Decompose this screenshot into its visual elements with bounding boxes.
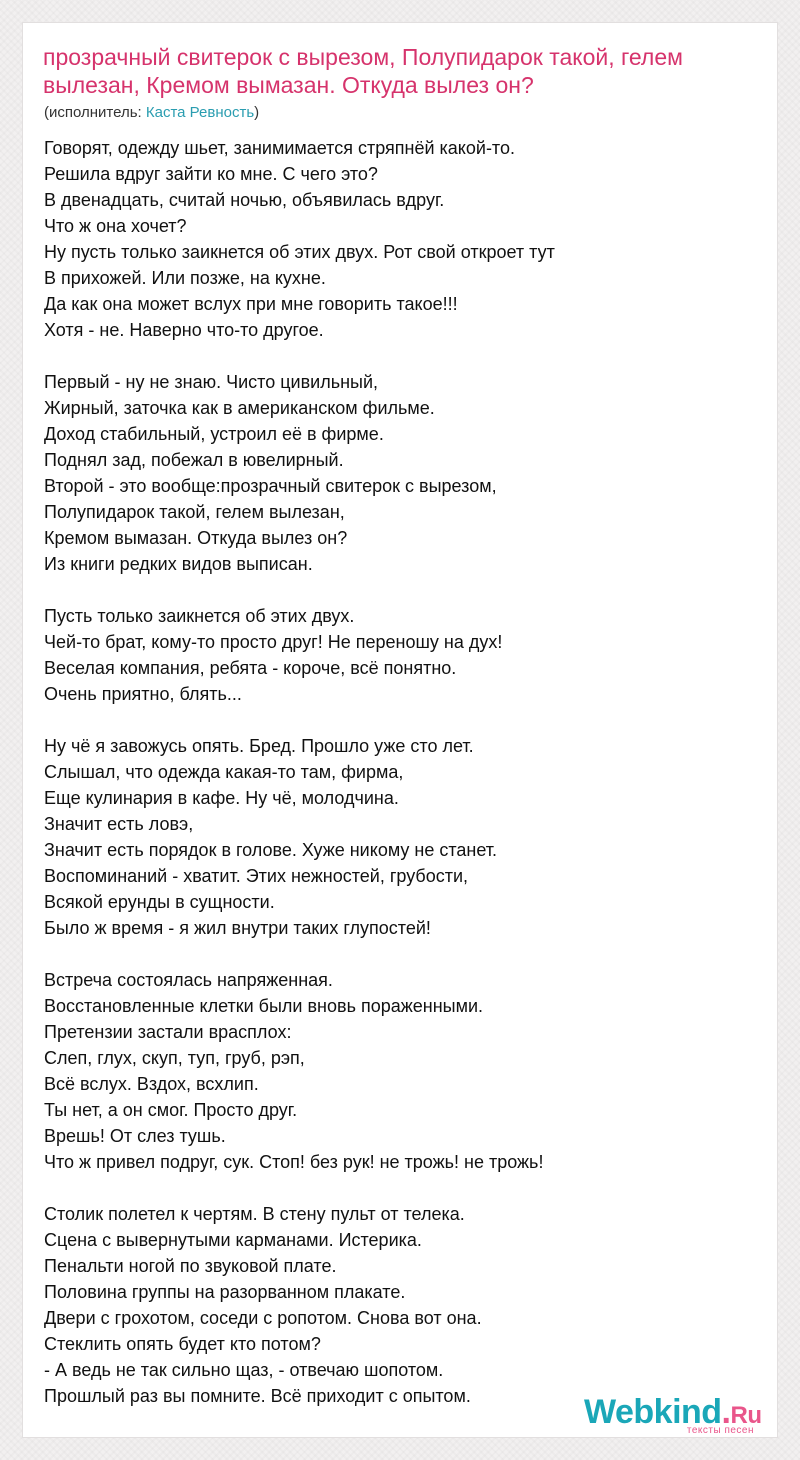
lyrics-line: Ты нет, а он смог. Просто друг. [44,1100,298,1120]
lyrics-line: Решила вдруг зайти ко мне. С чего это? [44,164,378,184]
lyrics-line: Хотя - не. Наверно что-то другое. [44,320,324,340]
lyrics-line: Значит есть ловэ, [44,814,194,834]
lyrics-line: Чей-то брат, кому-то просто друг! Не переношу на дух! [44,632,503,652]
lyrics-stanza [44,135,764,343]
logo-main-text: Webkind [584,1393,722,1431]
logo-tld: Ru [730,1402,762,1429]
lyrics-line: Всё вслух. Вздох, всхлип. [44,1074,259,1094]
lyrics-line: Стеклить опять будет кто потом? [44,1334,321,1354]
lyrics-line: Встреча состоялась напряженная. [44,970,333,990]
lyrics-line: Прошлый раз вы помните. Всё приходит с опытом. [44,1386,471,1406]
logo-dot: . [721,1393,731,1431]
lyrics-line: Значит есть порядок в голове. Хуже никому не станет. [44,840,498,860]
lyrics-stanza [44,1201,764,1409]
lyrics-line: Первый - ну не знаю. Чисто цивильный, [44,372,379,392]
artist-line [44,103,259,123]
lyrics-line: Что ж она хочет? [44,216,187,236]
lyrics-line: Слеп, глух, скуп, туп, груб, рэп, [44,1048,305,1068]
lyrics-line: Да как она может вслух при мне говорить такое!!! [44,294,458,314]
lyrics-line: Врешь! От слез тушь. [44,1126,226,1146]
lyrics-line: Пусть только заикнется об этих двух. [44,606,355,626]
lyrics-line: - А ведь не так сильно щаз, - отвечаю шопотом. [44,1360,444,1380]
lyrics-line: Говорят, одежду шьет, занимимается стряпнёй какой-то. [44,138,515,158]
lyrics-line: Поднял зад, побежал в ювелирный. [44,450,344,470]
lyrics-line: В прихожей. Или позже, на кухне. [44,268,326,288]
lyrics-line: Столик полетел к чертям. В стену пульт от телека. [44,1204,465,1224]
lyrics-line: Воспоминаний - хватит. Этих нежностей, грубости, [44,866,469,886]
lyrics-line: Восстановленные клетки были вновь пораженными. [44,996,484,1016]
lyrics-line: Полупидарок такой, гелем вылезан, [44,502,345,522]
logo-tagline: тексты песен [686,1425,754,1436]
lyrics-line: Жирный, заточка как в американском фильме. [44,398,435,418]
lyrics-body [44,135,764,1435]
artist-link[interactable]: Каста Ревность [145,104,255,121]
lyrics-line: Пенальти ногой по звуковой плате. [44,1256,337,1276]
lyrics-stanza [44,369,764,577]
lyrics-line: Очень приятно, блять... [44,684,242,704]
artist-suffix: ) [254,104,260,121]
lyrics-stanza [44,967,764,1175]
lyrics-line: Веселая компания, ребята - короче, всё понятно. [44,658,457,678]
lyrics-stanza [44,733,764,941]
lyrics-stanza [44,603,764,707]
lyrics-line: Претензии застали врасплох: [44,1022,292,1042]
lyrics-line: Половина группы на разорванном плакате. [44,1282,406,1302]
lyrics-line: Еще кулинария в кафе. Ну чё, молодчина. [44,788,399,808]
content-card [22,22,778,1438]
lyrics-line: Доход стабильный, устроил её в фирме. [44,424,384,444]
lyrics-line: Слышал, что одежда какая-то там, фирма, [44,762,404,782]
lyrics-line: В двенадцать, считай ночью, объявилась вдруг. [44,190,445,210]
lyrics-line: Ну чё я завожусь опять. Бред. Прошло уже сто лет. [44,736,474,756]
lyrics-line: Всякой ерунды в сущности. [44,892,275,912]
lyrics-line: Было ж время - я жил внутри таких глупостей! [44,918,431,938]
lyrics-line: Из книги редких видов выписан. [44,554,313,574]
lyrics-line: Второй - это вообще:прозрачный свитерок с вырезом, [44,476,497,496]
lyrics-line: Кремом вымазан. Откуда вылез он? [44,528,348,548]
lyrics-line: Что ж привел подруг, сук. Стоп! без рук! не трожь! не трожь! [44,1152,544,1172]
song-title: прозрачный свитерок с вырезом, Полупидарок такой, гелем вылезан, Кремом вымазан. Откуда вылез он? [43,44,683,98]
lyrics-line: Ну пусть только заикнется об этих двух. Рот свой откроет тут [44,242,555,262]
site-logo[interactable] [584,1393,774,1437]
lyrics-line: Сцена с вывернутыми карманами. Истерика. [44,1230,422,1250]
artist-prefix: (исполнитель: [44,104,146,121]
lyrics-line: Двери с грохотом, соседи с ропотом. Снова вот она. [44,1308,482,1328]
